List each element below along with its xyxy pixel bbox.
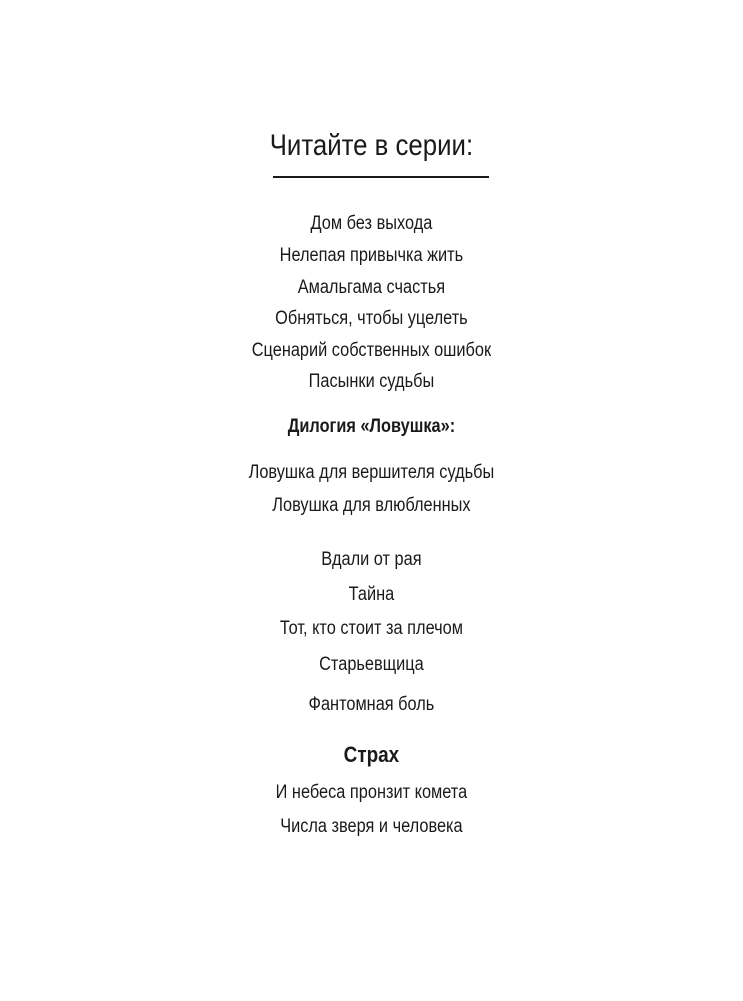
book-title: Нелепая привычка жить [279,245,464,266]
book-title: Пасынки судьбы [308,371,435,392]
book-title: Числа зверя и человека [280,816,463,837]
section-heading-dilogy: Дилогия «Ловушка»: [287,416,456,437]
book-title: Дом без выхода [310,213,433,234]
book-title: Ловушка для вершителя судьбы [248,462,495,483]
book-title: Обняться, чтобы уцелеть [275,308,468,329]
book-title: Тайна [348,584,395,605]
section-heading-fear: Страх [343,742,400,767]
book-title: Тот, кто стоит за плечом [279,618,463,639]
book-title: Вдали от рая [321,549,422,570]
book-title: Старьевщица [319,654,424,675]
book-title: Ловушка для влюбленных [272,495,471,516]
title-underline [273,176,489,178]
book-title: Фантомная боль [308,694,435,715]
page-title: Читайте в серии: [269,129,474,162]
book-title: Амальгама счастья [297,277,446,298]
book-title: Сценарий собственных ошибок [251,340,492,361]
book-title: И небеса пронзит комета [275,782,468,803]
